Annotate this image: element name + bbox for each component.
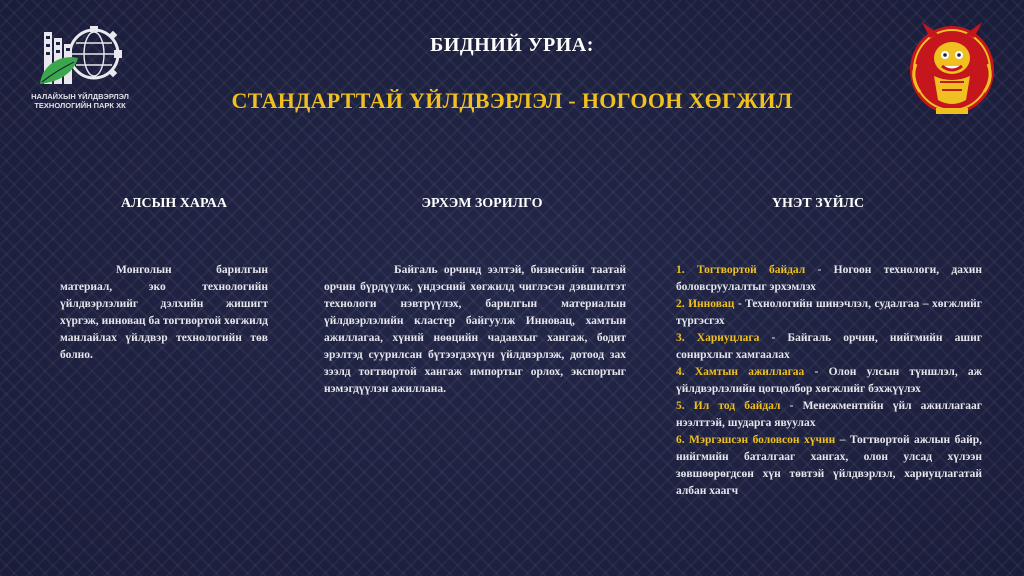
vision-text: Монголын барилгын материал, эко технологийн үйлдвэрлэлийг дэлхийн жишигт хүргэж, инновац ба тогтвортой хөгжилд манлайлах үйлдвэр технологийн төв болно. xyxy=(60,264,268,361)
value-item-label: 1. Тогтвортой байдал xyxy=(676,264,806,276)
mission-heading: ЭРХЭМ ЗОРИЛГО xyxy=(421,196,543,211)
value-item-text: - Ногоон технологи, дахин боловсруулалтыг эрхэмлэх xyxy=(676,264,982,293)
value-item-label: 3. Хариуцлага xyxy=(676,332,760,344)
value-item-text: - Олон улсын түншлэл, аж үйлдвэрлэлийн цогцолбор хөгжлийг бэхжүүлэх xyxy=(676,366,983,395)
value-item-label: 2. Инновац xyxy=(676,298,735,310)
logo-caption: НАЛАЙХЫН ҮЙЛДВЭРЛЭЛ ТЕХНОЛОГИЙН ПАРК ХК xyxy=(31,92,129,110)
values-heading: ҮНЭТ ЗҮЙЛС xyxy=(771,196,865,211)
value-item-label: 6. Мэргэшсэн боловсон хүчин xyxy=(676,434,836,446)
value-item xyxy=(676,330,982,364)
vision-heading: АЛСЫН ХАРАА xyxy=(121,196,227,211)
value-item-label: 5. Ил тод байдал xyxy=(676,400,781,412)
values-list xyxy=(676,262,982,500)
value-item-label: 4. Хамтын ажиллагаа xyxy=(676,366,805,378)
page-subtitle: СТАНДАРТТАЙ ҮЙЛДВЭРЛЭЛ - НОГООН ХӨГЖИЛ xyxy=(231,88,793,113)
value-item-text: - Технологийн шинэчлэл, судалгаа – хөгжлийг түргэсгэх xyxy=(676,298,982,327)
value-item xyxy=(676,262,982,296)
value-item xyxy=(676,432,982,500)
value-item-text: - Менежментийн үйл ажиллагааг нээлттэй, шударга явуулах xyxy=(676,400,982,429)
page-title: БИДНИЙ УРИА: xyxy=(430,34,594,56)
value-item xyxy=(676,296,982,330)
value-item-text: - Байгаль орчин, нийгмийн ашиг сонирхлыг хамгаалах xyxy=(676,332,982,361)
value-item xyxy=(676,364,982,398)
value-item-text: – Тогтвортой ажлын байр, нийгмийн баталгааг хангах, олон улсад хүлээн зөвшөөрөгдсөн хүн төвтэй үйлдвэрлэл, хариуцлагатай албан хаагч xyxy=(676,434,982,497)
mission-text: Байгаль орчинд ээлтэй, бизнесийн таатай орчин бүрдүүлж, үндэсний хөгжилд чиглэсэн дэвшилтэт технологи нэвтрүүлэх, барилгын материалын үйлдвэрлэлийн кластер байгуулж Инновац, хамтын ажиллагаа, хүний нөөцийн чадавхыг хангаж, бодит эрэлтэд суурилсан бүтээгдэхүүн үйлдвэрлэж, дотоод зах зээлд тогтвортой хангаж импортыг орлох, экспортыг нэмэгдүүлэн ажиллана. xyxy=(324,264,626,395)
value-item xyxy=(676,398,982,432)
